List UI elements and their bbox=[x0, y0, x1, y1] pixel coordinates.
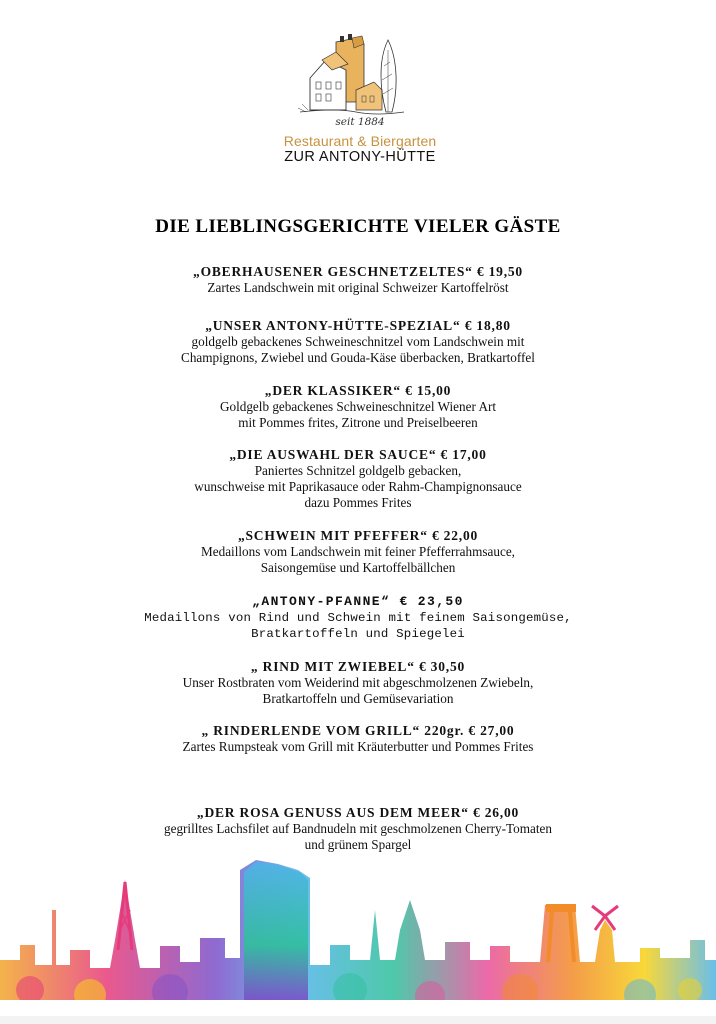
dish-item bbox=[40, 659, 676, 707]
dish-description: Saisongemüse und Kartoffelbällchen bbox=[260, 560, 456, 575]
dish-item bbox=[40, 528, 676, 576]
dish-description: und grünem Spargel bbox=[304, 837, 412, 852]
logo-since-text: seit 1884 bbox=[335, 116, 385, 128]
dish-description: dazu Pommes Frites bbox=[304, 495, 412, 510]
dish-description: Bratkartoffeln und Gemüsevariation bbox=[262, 691, 454, 706]
dish-description: gegrilltes Lachsfilet auf Bandnudeln mit geschmolzenen Cherry-Tomaten bbox=[164, 821, 552, 836]
dish-description: Unser Rostbraten vom Weiderind mit abgeschmolzenen Zwiebeln, bbox=[182, 675, 534, 690]
logo-restaurant-name: Restaurant & Biergarten bbox=[283, 133, 437, 149]
dish-title: „OBERHAUSENER GESCHNETZELTES“ € 19,50 bbox=[193, 264, 523, 279]
dish-title: „DER KLASSIKER“ € 15,00 bbox=[264, 383, 452, 398]
dish-description: wunschweise mit Paprikasauce oder Rahm-Champignonsauce bbox=[194, 479, 522, 494]
dish-description: Zartes Landschwein mit original Schweizer Kartoffelröst bbox=[207, 280, 509, 295]
dish-description: Paniertes Schnitzel goldgelb gebacken, bbox=[254, 463, 462, 478]
page-bottom-edge bbox=[0, 1016, 716, 1024]
castle-logo-icon bbox=[296, 30, 408, 128]
dish-item bbox=[40, 447, 676, 511]
dish-description: mit Pommes frites, Zitrone und Preiselbeeren bbox=[238, 415, 478, 430]
dish-title: „ RIND MIT ZWIEBEL“ € 30,50 bbox=[250, 659, 466, 674]
dish-description: Champignons, Zwiebel und Gouda-Käse überbacken, Bratkartoffel bbox=[181, 350, 535, 365]
dish-item bbox=[40, 723, 676, 755]
dish-item bbox=[40, 264, 676, 296]
dish-title: „ RINDERLENDE VOM GRILL“ 220gr. € 27,00 bbox=[201, 723, 515, 738]
dish-description: Goldgelb gebackenes Schweineschnitzel Wiener Art bbox=[219, 399, 497, 414]
dish-title: „DIE AUSWAHL DER SAUCE“ € 17,00 bbox=[229, 447, 487, 462]
dish-title: „ANTONY-PFANNE“ € 23,50 bbox=[252, 594, 464, 609]
dish-item bbox=[40, 383, 676, 431]
dish-description: Medaillons von Rind und Schwein mit feinem Saisongemüse, bbox=[144, 611, 572, 625]
restaurant-logo bbox=[280, 30, 440, 165]
dish-title: „SCHWEIN MIT PFEFFER“ € 22,00 bbox=[237, 528, 479, 543]
dish-title: „UNSER ANTONY-HÜTTE-SPEZIAL“ € 18,80 bbox=[205, 318, 511, 333]
dish-item bbox=[40, 805, 676, 853]
city-skyline-image bbox=[0, 850, 716, 1020]
dish-description: Zartes Rumpsteak vom Grill mit Kräuterbutter und Pommes Frites bbox=[182, 739, 534, 754]
dish-item bbox=[40, 594, 676, 642]
dish-description: goldgelb gebackenes Schweineschnitzel vom Landschwein mit bbox=[191, 334, 525, 349]
dish-title: „DER ROSA GENUSS AUS DEM MEER“ € 26,00 bbox=[196, 805, 520, 820]
menu-heading: DIE LIEBLINGSGERICHTE VIELER GÄSTE bbox=[155, 216, 561, 237]
dish-item bbox=[40, 318, 676, 366]
dish-description: Bratkartoffeln und Spiegelei bbox=[251, 627, 465, 641]
logo-place-name: ZUR ANTONY-HÜTTE bbox=[284, 149, 436, 165]
dish-description: Medaillons vom Landschwein mit feiner Pfefferrahmsauce, bbox=[201, 544, 515, 559]
